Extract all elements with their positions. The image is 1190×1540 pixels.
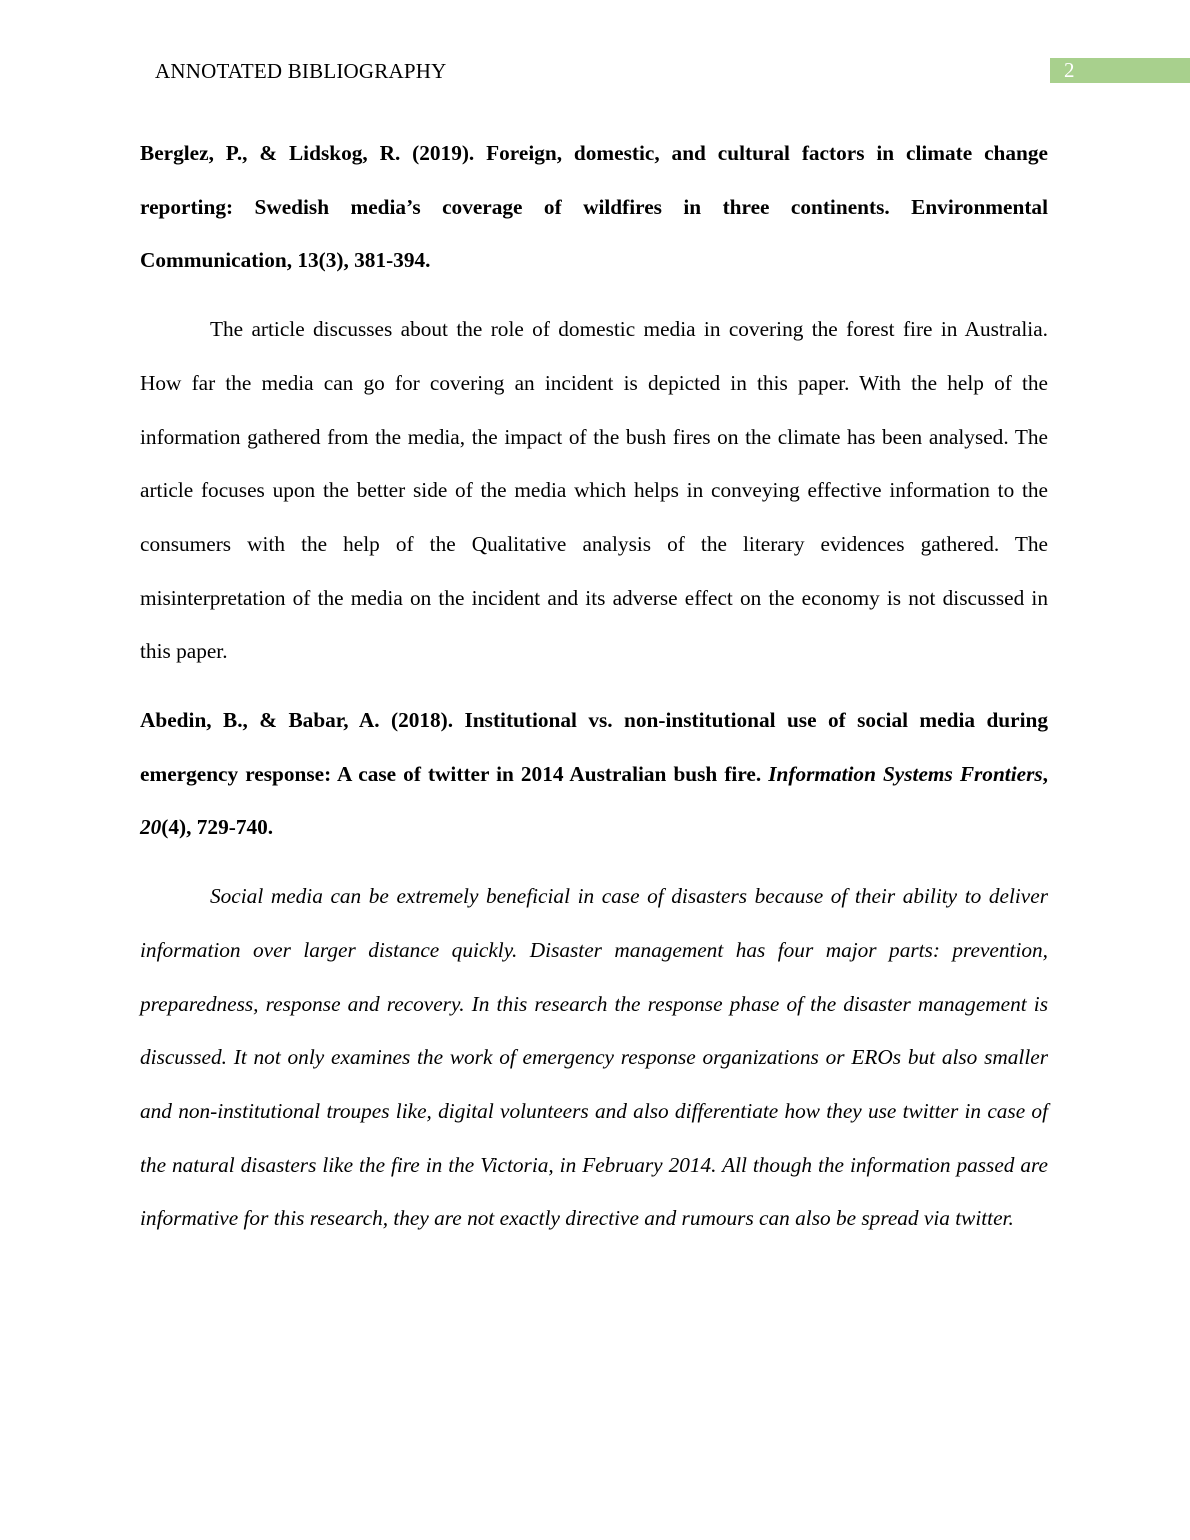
running-head: ANNOTATED BIBLIOGRAPHY xyxy=(155,59,447,83)
citation-tail: (4), 729-740. xyxy=(161,815,274,840)
bibliography-body xyxy=(140,127,1048,1246)
citation-lead: Abedin, B., & Babar, A. (2018). Institutional vs. non-institutional use of social media during emergency response: A case of twitter in 2014 Australian bush fire. xyxy=(140,708,1048,786)
citation-abedin-2018 xyxy=(140,694,1048,855)
citation-berglez-2019: Berglez, P., & Lidskog, R. (2019). Foreign, domestic, and cultural factors in climate change reporting: Swedish media’s coverage of wildfires in three continents. Environmental Communication, 13(3), 381-394. xyxy=(140,141,1048,273)
annotation-abedin-2018: Social media can be extremely beneficial in case of disasters because of their ability to deliver information over larger distance quickly. Disaster management has four major parts: prevention, preparedness, response and recovery. In this research the response phase of the disaster management is discussed. It not only examines the work of emergency response organizations or EROs but also smaller and non-institutional troupes like, digital volunteers and also differentiate how they use twitter in case of the natural disasters like the fire in the Victoria, in February 2014. All though the information passed are informative for this research, they are not exactly directive and rumours can also be spread via twitter. xyxy=(140,884,1048,1231)
journal-volume: 20 xyxy=(140,815,162,840)
page-number: 2 xyxy=(1050,58,1190,83)
journal-title: Information Systems Frontiers xyxy=(768,761,1043,786)
citation-separator: , xyxy=(1042,761,1048,786)
annotation-berglez-2019: The article discusses about the role of domestic media in covering the forest fire in Australia. How far the media can go for covering an incident is depicted in this paper. With the help of the information gathered from the media, the impact of the bush fires on the climate has been analysed. The article focuses upon the better side of the media which helps in conveying effective information to the consumers with the help of the Qualitative analysis of the literary evidences gathered. The misinterpretation of the media on the incident and its adverse effect on the economy is not discussed in this paper. xyxy=(140,317,1048,664)
